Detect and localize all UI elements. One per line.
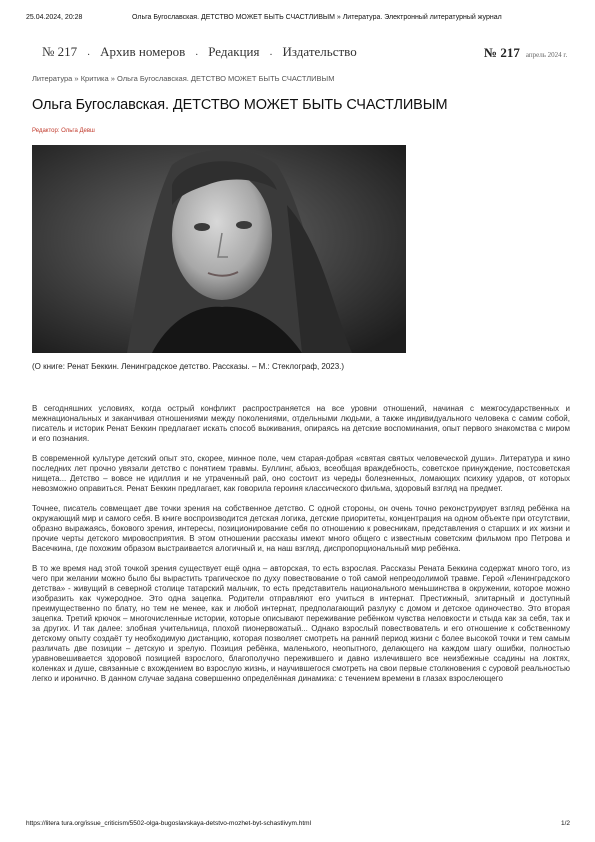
- nav-separator: .: [269, 47, 273, 58]
- print-date: 25.04.2024, 20:28: [26, 14, 83, 21]
- current-issue-number: № 217: [484, 45, 520, 60]
- print-url: https://litera tura.org/issue_criticism/5502-olga-bugoslavskaya-detstvo-mozhet-byt-schastlivym.html: [26, 820, 312, 827]
- breadcrumb-separator: »: [72, 74, 81, 83]
- photo-caption: (О книге: Ренат Беккин. Ленинградское детство. Рассказы. – М.: Стеклограф, 2023.): [32, 362, 345, 371]
- breadcrumb-home-link[interactable]: Литература: [32, 74, 73, 83]
- print-page-number: 1/2: [560, 820, 570, 827]
- nav-separator: .: [195, 47, 198, 58]
- article-editor: Редактор: Ольга Девш: [32, 128, 95, 134]
- nav-issue-link[interactable]: № 217: [42, 44, 78, 59]
- author-photo: [32, 145, 406, 353]
- breadcrumb-section-link[interactable]: Критика: [80, 74, 109, 83]
- current-issue[interactable]: [484, 44, 567, 62]
- article-paragraph: В то же время над этой точкой зрения существует ещё одна – авторская, то есть взрослая. Рассказы Рената Беккина содержат много того, из чего при желании можно было бы вырастить трагическое по духу повествование о той самой непреодолимой травме. Герой «Ленинградского детства» - живущий в северной столице татарский мальчик, то есть представитель национального меньшинства в окружении, которое можно изобразить как чужеродное. Это одна зацепка. Родители отправляют его учиться в интернат. Престижный, элитарный и доступный преимущественно по блату, но тем не менее, как и любой интернат, предполагающий разлуку с домом и детское одиночество. Это вторая зацепка. Третий крючок – многочисленные истории, которые описывают переживание ребёнком чувства неловкости и стыда как за себя, так и за других. И так далее: злобная учительница, плохой пионервожатый... Однако взрослый повествователь и его отношение к собственному детскому опыту создаёт ту необходимую дистанцию, которая позволяет смотреть на ранний период жизни с более высокой точки и тем самым различать две позиции – детскую и зрелую. Позиция ребёнка, маленького, неопытного, делающего на каждом шагу ошибки, полностью уравновешивается здоровой позицией взрослого, благополучно пережившего и давно излечившего все неизбежные ссадины на локтях, коленках и душе, связанные с вхождением во взрослую жизнь, и научившегося смотреть на свои первые столкновения с суровой реальностью легко и иронично. В данном случае задана совершенно определённая динамика: с течением времени в глазах взрослеющего: [32, 564, 570, 683]
- print-page-title: Ольга Бугославская. ДЕТСТВО МОЖЕТ БЫТЬ СЧАСТЛИВЫМ » Литература. Электронный литературный журнал: [132, 14, 502, 21]
- nav-publisher-link[interactable]: Издательство: [282, 44, 357, 59]
- nav-archive-link[interactable]: Архив номеров: [100, 44, 186, 59]
- print-header: [0, 0, 595, 24]
- nav-separator: .: [87, 47, 90, 58]
- current-issue-date: апрель 2024 г.: [525, 51, 568, 59]
- breadcrumb-separator: »: [108, 74, 118, 83]
- article-paragraph: Точнее, писатель совмещает две точки зрения на собственное детство. С одной стороны, он очень точно реконструирует взгляд ребёнка на окружающий мир и самого себя. В книге воспроизводится детская логика, детские приоритеты, концентрация на одном объекте при отсутствии, образно выражаясь, бокового зрения, интересы, позиционирование себя по отношению к ровесникам, представления о старших и их жизни и прочие черты детского мировосприятия. В этом отношении рассказы имеют много общего с известным советским фильмом про Петрова и Васечкина, где похожим образом выстраивается алогичный и, на наш взгляд, диспропорциональный мир ребёнка.: [32, 504, 570, 553]
- article-body: [32, 404, 570, 694]
- top-navigation: [42, 44, 357, 66]
- article-paragraph: В современной культуре детский опыт это, скорее, минное поле, чем старая-добрая «святая святых человеческой души». Литература и кино последних лет прочно увязали детство с понятием травмы. Буллинг, абьюз, всеобщая враждебность, советское принуждение, постсоветская нищета... Детство – вовсе не идиллия и не утраченный рай, оно состоит из череды болезненных, ломающих психику ударов, от которых невозможно оправиться. Ренат Беккин предлагает, как говорила героиня классического фильма, здоровый взгляд на предмет.: [32, 454, 570, 493]
- print-footer: [26, 820, 570, 827]
- breadcrumb-current: Ольга Бугославская. ДЕТСТВО МОЖЕТ БЫТЬ СЧАСТЛИВЫМ: [117, 74, 335, 83]
- article-paragraph: В сегодняшних условиях, когда острый конфликт распространяется на все уровни отношений, начиная с межгосударственных и межнациональных и заканчивая отношениями между поколениями, отдельными людьми, а также индивидуального человека с самим собой, писатель и историк Ренат Беккин предлагает искать способ выживания, опираясь на детские воспоминания, опыт первого знакомства с миром и его познания.: [32, 404, 570, 443]
- breadcrumb: [32, 74, 334, 83]
- nav-editorial-link[interactable]: Редакция: [208, 44, 260, 59]
- article-title: Ольга Бугославская. ДЕТСТВО МОЖЕТ БЫТЬ СЧАСТЛИВЫМ: [32, 97, 448, 113]
